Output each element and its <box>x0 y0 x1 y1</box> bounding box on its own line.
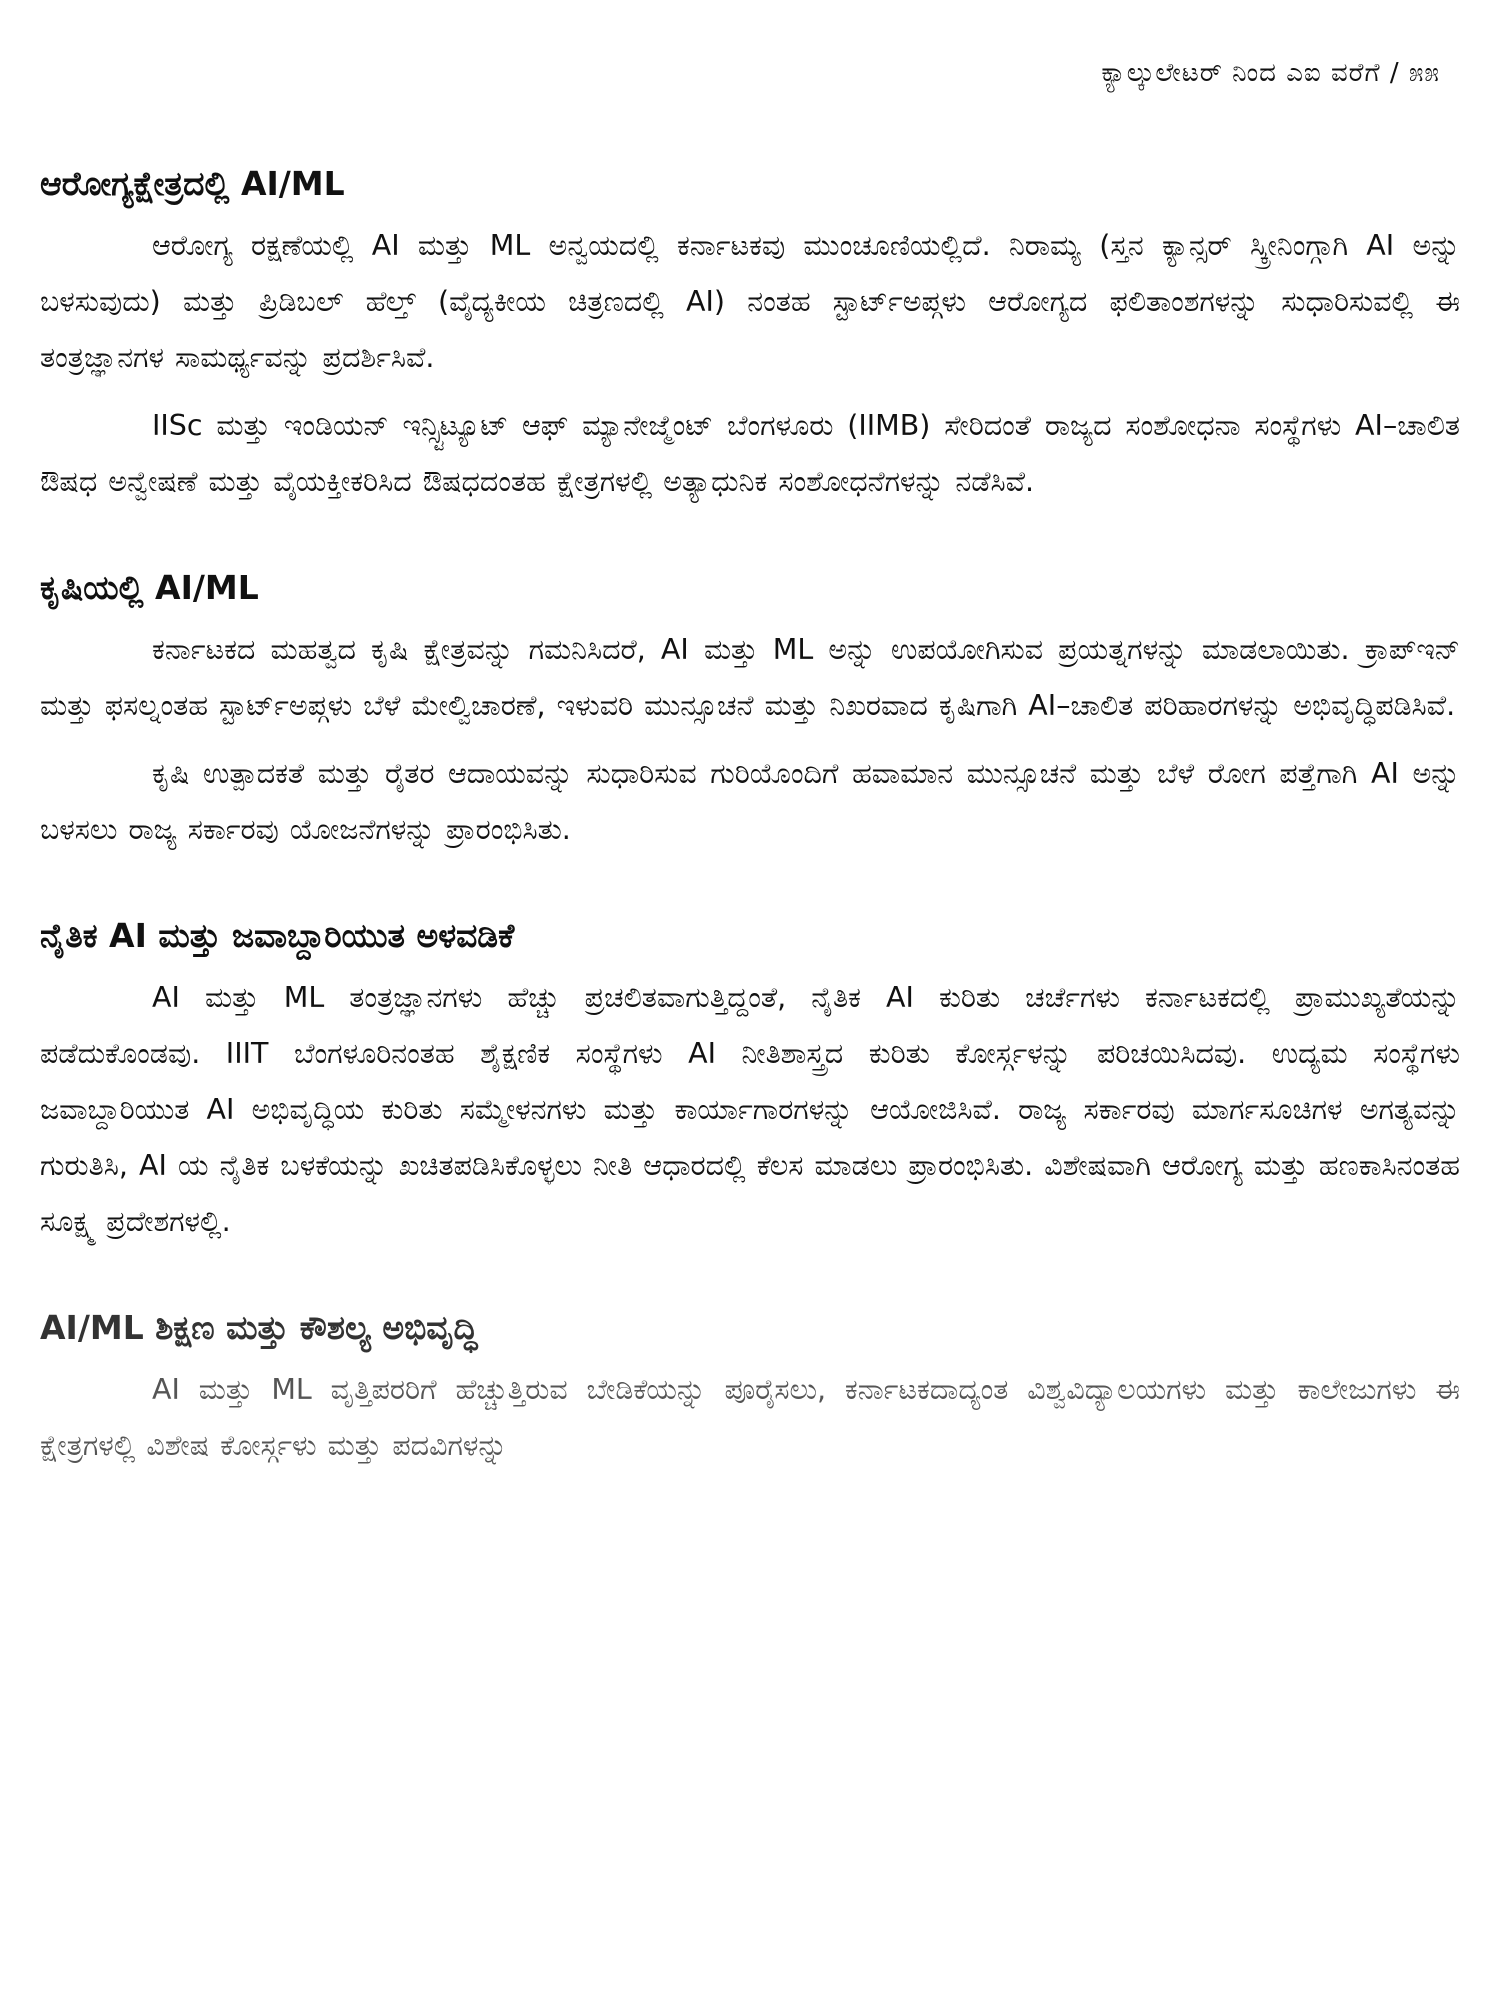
paragraph: AI ಮತ್ತು ML ವೃತ್ತಿಪರರಿಗೆ ಹೆಚ್ಚುತ್ತಿರುವ ಬೇಡಿಕೆಯನ್ನು ಪೂರೈಸಲು, ಕರ್ನಾಟಕದಾದ್ಯಂತ ವಿಶ್ವವಿದ್ಯಾಲಯಗಳು ಮತ್ತು ಕಾಲೇಜುಗಳು ಈ ಕ್ಷೇತ್ರಗಳಲ್ಲಿ ವಿಶೇಷ ಕೋರ್ಸ್ಗಳು ಮತ್ತು ಪದವಿಗಳನ್ನು <box>40 1373 1460 1462</box>
running-header: ಕ್ಯಾಲ್ಕುಲೇಟರ್ ನಿಂದ ಎಐ ವರೆಗೆ / ೫೫ <box>1101 58 1440 88</box>
paragraph: IISc ಮತ್ತು ಇಂಡಿಯನ್ ಇನ್ಸ್ಟಿಟ್ಯೂಟ್ ಆಫ್ ಮ್ಯಾನೇಜ್ಮೆಂಟ್ ಬೆಂಗಳೂರು (IIMB) ಸೇರಿದಂತೆ ರಾಜ್ಯದ ಸಂಶೋಧನಾ ಸಂಸ್ಥೆಗಳು AI–ಚಾಲಿತ ಔಷಧ ಅನ್ವೇಷಣೆ ಮತ್ತು ವೈಯಕ್ತೀಕರಿಸಿದ ಔಷಧದಂತಹ ಕ್ಷೇತ್ರಗಳಲ್ಲಿ ಅತ್ಯಾಧುನಿಕ ಸಂಶೋಧನೆಗಳನ್ನು ನಡೆಸಿವೆ. <box>40 409 1460 498</box>
section-heading: ಆರೋಗ್ಯಕ್ಷೇತ್ರದಲ್ಲಿ AI/ML <box>40 164 345 203</box>
section-education <box>40 1308 1460 1474</box>
section-healthcare <box>40 164 1460 510</box>
section-ethical-ai <box>40 916 1460 1250</box>
paragraph: ಕರ್ನಾಟಕದ ಮಹತ್ವದ ಕೃಷಿ ಕ್ಷೇತ್ರವನ್ನು ಗಮನಿಸಿದರೆ, AI ಮತ್ತು ML ಅನ್ನು ಉಪಯೋಗಿಸುವ ಪ್ರಯತ್ನಗಳನ್ನು ಮಾಡಲಾಯಿತು. ಕ್ರಾಪ್ಇನ್ ಮತ್ತು ಫಸಲ್ನಂತಹ ಸ್ಟಾರ್ಟ್‌ಅಪ್ಗಳು ಬೆಳೆ ಮೇಲ್ವಿಚಾರಣೆ, ಇಳುವರಿ ಮುನ್ಸೂಚನೆ ಮತ್ತು ನಿಖರವಾದ ಕೃಷಿಗಾಗಿ AI–ಚಾಲಿತ ಪರಿಹಾರಗಳನ್ನು ಅಭಿವೃದ್ಧಿಪಡಿಸಿವೆ. <box>40 633 1460 722</box>
section-heading: ನೈತಿಕ AI ಮತ್ತು ಜವಾಬ್ದಾರಿಯುತ ಅಳವಡಿಕೆ <box>40 916 515 955</box>
paragraph: AI ಮತ್ತು ML ತಂತ್ರಜ್ಞಾನಗಳು ಹೆಚ್ಚು ಪ್ರಚಲಿತವಾಗುತ್ತಿದ್ದಂತೆ, ನೈತಿಕ AI ಕುರಿತು ಚರ್ಚೆಗಳು ಕರ್ನಾಟಕದಲ್ಲಿ ಪ್ರಾಮುಖ್ಯತೆಯನ್ನು ಪಡೆದುಕೊಂಡವು. IIIT ಬೆಂಗಳೂರಿನಂತಹ ಶೈಕ್ಷಣಿಕ ಸಂಸ್ಥೆಗಳು AI ನೀತಿಶಾಸ್ತ್ರದ ಕುರಿತು ಕೋರ್ಸ್ಗಳನ್ನು ಪರಿಚಯಿಸಿದವು. ಉದ್ಯಮ ಸಂಸ್ಥೆಗಳು ಜವಾಬ್ದಾರಿಯುತ AI ಅಭಿವೃದ್ಧಿಯ ಕುರಿತು ಸಮ್ಮೇಳನಗಳು ಮತ್ತು ಕಾರ್ಯಾಗಾರಗಳನ್ನು ಆಯೋಜಿಸಿವೆ. ರಾಜ್ಯ ಸರ್ಕಾರವು ಮಾರ್ಗಸೂಚಿಗಳ ಅಗತ್ಯವನ್ನು ಗುರುತಿಸಿ, AI ಯ ನೈತಿಕ ಬಳಕೆಯನ್ನು ಖಚಿತಪಡಿಸಿಕೊಳ್ಳಲು ನೀತಿ ಆಧಾರದಲ್ಲಿ ಕೆಲಸ ಮಾಡಲು ಪ್ರಾರಂಭಿಸಿತು. ವಿಶೇಷವಾಗಿ ಆರೋಗ್ಯ ಮತ್ತು ಹಣಕಾಸಿನಂತಹ ಸೂಕ್ಷ್ಮ ಪ್ರದೇಶಗಳಲ್ಲಿ. <box>40 981 1460 1238</box>
section-agriculture <box>40 568 1460 858</box>
paragraph: ಕೃಷಿ ಉತ್ಪಾದಕತೆ ಮತ್ತು ರೈತರ ಆದಾಯವನ್ನು ಸುಧಾರಿಸುವ ಗುರಿಯೊಂದಿಗೆ ಹವಾಮಾನ ಮುನ್ಸೂಚನೆ ಮತ್ತು ಬೆಳೆ ರೋಗ ಪತ್ತೆಗಾಗಿ AI ಅನ್ನು ಬಳಸಲು ರಾಜ್ಯ ಸರ್ಕಾರವು ಯೋಜನೆಗಳನ್ನು ಪ್ರಾರಂಭಿಸಿತು. <box>40 757 1460 846</box>
section-heading: ಕೃಷಿಯಲ್ಲಿ AI/ML <box>40 568 259 607</box>
section-heading: AI/ML ಶಿಕ್ಷಣ ಮತ್ತು ಕೌಶಲ್ಯ ಅಭಿವೃದ್ಧಿ <box>40 1308 478 1347</box>
paragraph: ಆರೋಗ್ಯ ರಕ್ಷಣೆಯಲ್ಲಿ AI ಮತ್ತು ML ಅನ್ವಯದಲ್ಲಿ ಕರ್ನಾಟಕವು ಮುಂಚೂಣಿಯಲ್ಲಿದೆ. ನಿರಾಮ್ಯ (ಸ್ತನ ಕ್ಯಾನ್ಸರ್ ಸ್ಕ್ರೀನಿಂಗ್ಗಾಗಿ AI ಅನ್ನು ಬಳಸುವುದು) ಮತ್ತು ಪ್ರಿಡಿಬಲ್ ಹೆಲ್ತ್ (ವೈದ್ಯಕೀಯ ಚಿತ್ರಣದಲ್ಲಿ AI) ನಂತಹ ಸ್ಟಾರ್ಟ್‌ಅಪ್ಗಳು ಆರೋಗ್ಯದ ಫಲಿತಾಂಶಗಳನ್ನು ಸುಧಾರಿಸುವಲ್ಲಿ ಈ ತಂತ್ರಜ್ಞಾನಗಳ ಸಾಮರ್ಥ್ಯವನ್ನು ಪ್ರದರ್ಶಿಸಿವೆ. <box>40 229 1460 374</box>
